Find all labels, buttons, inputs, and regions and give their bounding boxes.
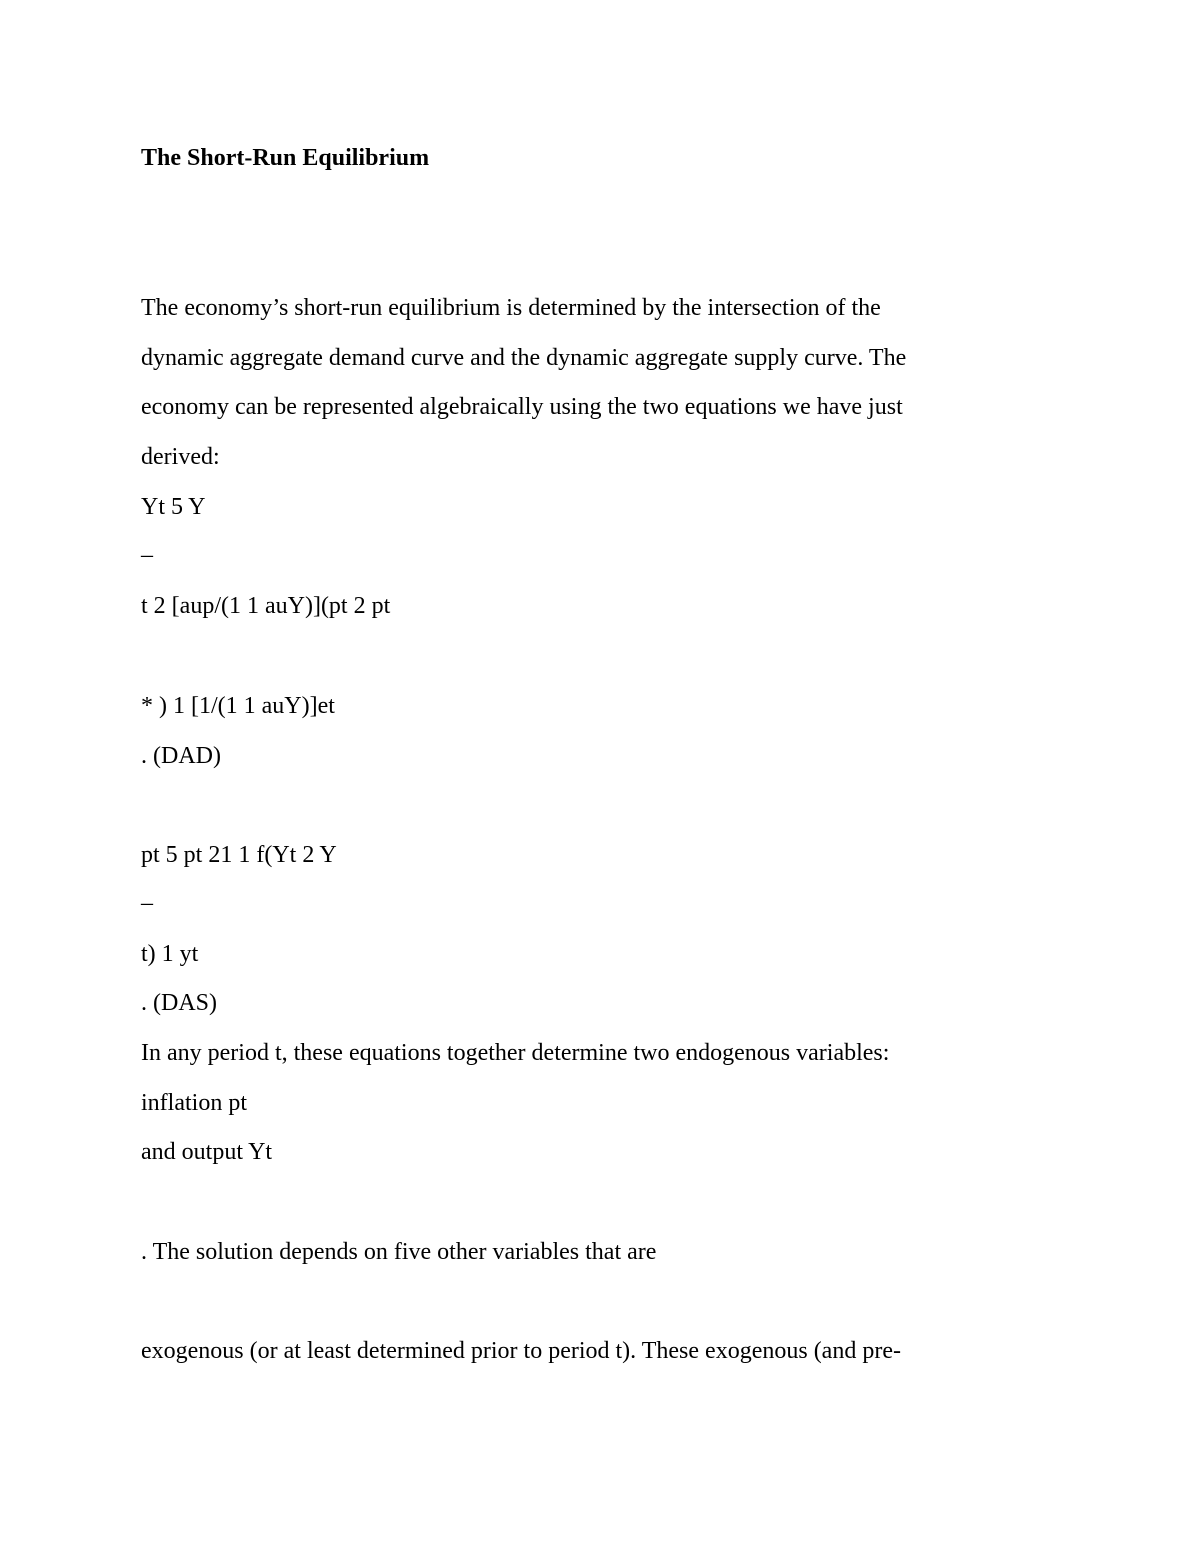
- equation-line: t) 1 yt: [141, 941, 199, 967]
- equation-line: Yt 5 Y: [141, 494, 206, 520]
- equation-line: pt 5 pt 21 1 f(Yt 2 Y: [141, 842, 337, 868]
- text-line: inflation pt: [141, 1090, 247, 1116]
- equation-bar: –: [141, 542, 153, 568]
- text-line: The economy’s short-run equilibrium is determined by the intersection of the: [141, 295, 881, 321]
- equation-label: . (DAS): [141, 990, 217, 1016]
- text-line: and output Yt: [141, 1139, 273, 1165]
- text-line: economy can be represented algebraically using the two equations we have just: [141, 394, 903, 420]
- page-title: The Short-Run Equilibrium: [141, 145, 430, 171]
- text-line: dynamic aggregate demand curve and the dynamic aggregate supply curve. The: [141, 345, 907, 371]
- text-line: . The solution depends on five other variables that are: [141, 1239, 657, 1265]
- text-line: In any period t, these equations together determine two endogenous variables:: [141, 1040, 890, 1066]
- equation-line: t 2 [aup/(1 1 auY)](pt 2 pt: [141, 593, 391, 619]
- equation-bar: –: [141, 890, 153, 916]
- text-line: exogenous (or at least determined prior to period t). These exogenous (and pre-: [141, 1338, 901, 1364]
- equation-label: . (DAD): [141, 743, 221, 769]
- equation-line: * ) 1 [1/(1 1 auY)]et: [141, 693, 335, 719]
- text-line: derived:: [141, 444, 220, 470]
